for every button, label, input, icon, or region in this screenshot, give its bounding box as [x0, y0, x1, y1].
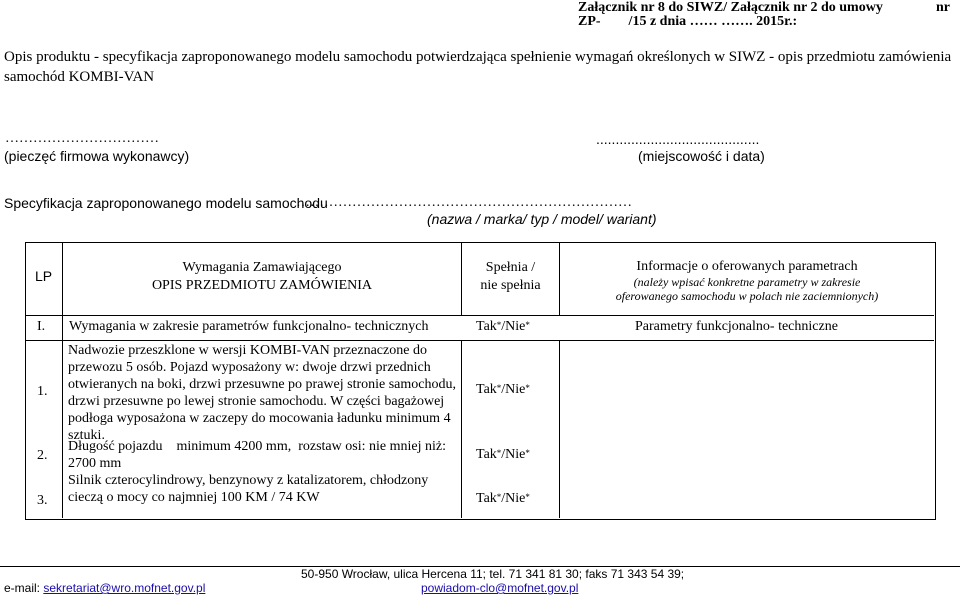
- col-header-info-line3: oferowanego samochodu w polach nie zaciemnionych): [615, 289, 879, 303]
- col-header-offered-params: [560, 259, 934, 303]
- row-3-yes: Tak: [476, 491, 497, 506]
- row-3-star: *: [496, 492, 502, 502]
- requirements-table: [25, 242, 936, 520]
- attachment-nr: nr: [936, 0, 950, 15]
- spec-hint: (nazwa / marka/ typ / model/ wariant): [427, 211, 657, 227]
- section-title: Wymagania w zakresie parametrów funkcjonalno- technicznych: [69, 319, 429, 334]
- row-3-no: /Nie: [501, 491, 526, 506]
- row-1-no: /Nie: [501, 382, 526, 397]
- row-2-no: /Nie: [501, 447, 526, 462]
- stamp-dots: ……………………………: [5, 131, 159, 146]
- row-2-star: *: [496, 448, 502, 458]
- row-2-lp: 2.: [37, 448, 48, 463]
- attachment-title: Załącznik nr 8 do SIWZ/ Załącznik nr 2 do umowy: [578, 0, 883, 15]
- section-yes: Tak: [476, 319, 497, 334]
- col-header-info-line1: Informacje o oferowanych parametrach: [636, 259, 858, 274]
- spec-dots: ………………………………………………………………: [296, 195, 632, 210]
- col-header-meets-line1: Spełnia /: [485, 260, 536, 275]
- place-date-dots: ..........................................: [596, 131, 760, 147]
- section-number: I.: [37, 319, 46, 334]
- row-1-star-2: *: [525, 383, 530, 393]
- col-header-req-line2: OPIS PRZEDMIOTU ZAMÓWIENIA: [151, 278, 373, 293]
- row-2-star-2: *: [525, 448, 530, 458]
- row-3-lp: 3.: [37, 493, 48, 508]
- attachment-header-line2: ZP- /15 z dnia …… ……. 2015r.:: [578, 14, 798, 29]
- footer-email-link[interactable]: sekretariat@wro.mofnet.gov.pl: [43, 581, 206, 595]
- footer-email-line: [4, 581, 205, 595]
- row-1-lp: 1.: [37, 384, 48, 399]
- col-header-meets: [462, 259, 559, 295]
- row-3-star-2: *: [525, 492, 530, 502]
- section-params-title: Parametry funkcjonalno- techniczne: [635, 319, 838, 334]
- footer-email-label: e-mail:: [4, 581, 44, 595]
- row-1-yes-no: [476, 381, 530, 399]
- col-header-info-line2: (należy wpisać konkretne parametry w zakresie: [633, 275, 861, 289]
- stamp-label: (pieczęć firmowa wykonawcy): [4, 148, 190, 164]
- section-star: *: [496, 320, 502, 330]
- row-1-requirement: Nadwozie przeszklone w wersji KOMBI-VAN przeznaczone do przewozu 5 osób. Pojazd wyposażony w: dwoje drzwi przednich otwieranych na boki, drzwi przesuwne po prawej stronie samochodu, drzwi przesuwne po lewej stronie samochodu. W części bagażowej podłoga wyposażona w zaczepy do mocowania ładunku minimum 4 sztuki.: [68, 343, 456, 443]
- spec-label: Specyfikacja zaproponowanego modelu samochodu: [4, 195, 328, 211]
- col-header-meets-line2: nie spełnia: [480, 278, 541, 293]
- footer-email2-link[interactable]: powiadom-clo@mofnet.gov.pl: [421, 581, 579, 595]
- row-1-yes: Tak: [476, 382, 497, 397]
- row-3-yes-no: [476, 490, 530, 508]
- row-2-yes-no: [476, 446, 530, 464]
- row-1-star: *: [496, 383, 502, 393]
- col-header-lp: LP: [35, 268, 53, 284]
- row-3-requirement: Silnik czterocylindrowy, benzynowy z katalizatorem, chłodzony cieczą o mocy co najmniej 100 KM / 74 KW: [68, 473, 429, 505]
- section-yes-no: [476, 318, 530, 336]
- section-no: /Nie: [501, 319, 526, 334]
- document-description: Opis produktu - specyfikacja zaproponowanego modelu samochodu potwierdzająca spełnienie wymagań określonych w SIWZ - opis przedmiotu zamówienia samochód KOMBI-VAN: [4, 49, 952, 85]
- row-2-requirement: Długość pojazdu minimum 4200 mm, rozstaw osi: nie mniej niż: 2700 mm: [68, 439, 450, 471]
- col-header-requirements: [63, 259, 461, 295]
- place-date-label: (miejscowość i data): [638, 148, 765, 164]
- section-star-2: *: [525, 320, 530, 330]
- row-2-yes: Tak: [476, 447, 497, 462]
- col-header-req-line1: Wymagania Zamawiającego: [182, 260, 342, 275]
- footer-address: 50-950 Wrocław, ulica Hercena 11; tel. 71 341 81 30; faks 71 343 54 39;: [301, 567, 685, 581]
